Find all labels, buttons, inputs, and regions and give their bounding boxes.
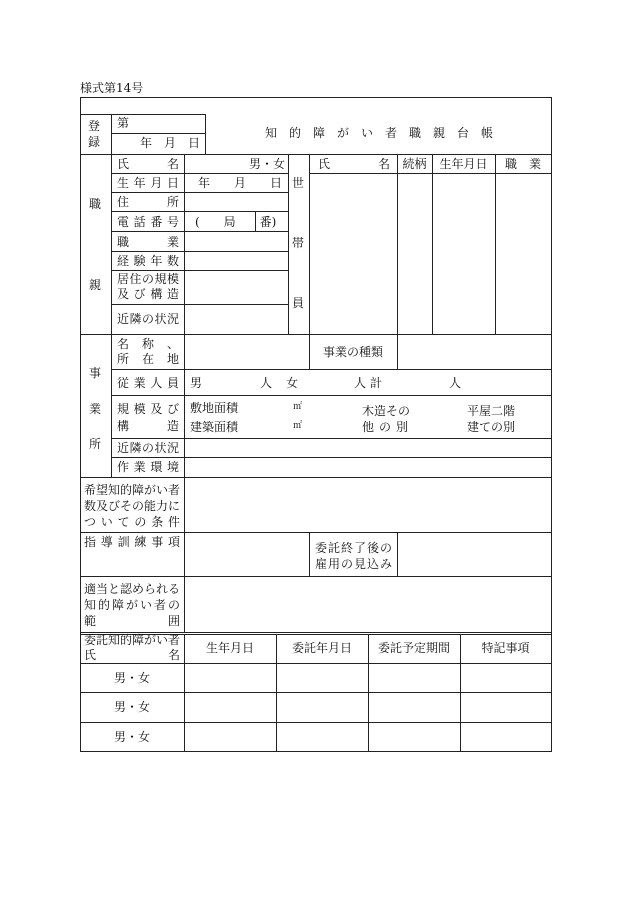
registration-number-prefix: 第: [117, 116, 130, 130]
site-area-unit: ㎡: [293, 402, 303, 412]
entrusted-col-notes: 特記事項: [481, 641, 530, 655]
page-title: 知 的 障 が い 者 職 親 台 帳: [264, 126, 493, 140]
label-phone: 電話番号: [117, 215, 179, 229]
label-neighborhood: 近隣の状況: [117, 312, 179, 326]
employees-female: 女: [286, 376, 299, 390]
household-header-relation: 続柄: [402, 157, 427, 171]
label-business-location: 所 在 地: [117, 352, 179, 366]
label-address: 住 所: [117, 195, 179, 209]
other-label: 他の別: [362, 420, 408, 434]
label-employees: 従業人員: [117, 376, 179, 390]
conditions-line-2: 数及びその能力に: [84, 499, 181, 513]
section-label-shokushin-2: 親: [89, 278, 102, 292]
wooden-label: 木造その: [362, 404, 411, 418]
floors-label-2: 建ての別: [467, 420, 516, 434]
entrusted-col-entrust-date: 委託年月日: [291, 641, 352, 655]
guidance-label: 指導訓練事項: [84, 535, 180, 549]
range-line-3: 範 囲: [84, 614, 180, 628]
building-area-unit: ㎡: [293, 421, 303, 431]
label-experience: 経験年数: [117, 254, 179, 268]
registration-date: 年 月 日: [140, 136, 201, 150]
household-label-1: 世: [292, 176, 305, 190]
label-name: 氏 名: [117, 157, 179, 171]
entrusted-row-1-gender: 男・女: [113, 671, 150, 685]
conditions-line-1: 希望知的障がい者: [84, 483, 181, 497]
range-line-1: 適当と認められる: [84, 582, 181, 596]
household-header-name: 氏 名: [318, 157, 390, 171]
registration-label: 登録: [88, 119, 101, 149]
entrusted-header-2: 氏 名: [84, 648, 180, 662]
household-label-3: 員: [292, 296, 305, 310]
employment-prospect-1: 委託終了後の: [315, 541, 392, 555]
label-business-neighborhood: 近隣の状況: [117, 441, 179, 455]
employees-total: 計: [370, 376, 383, 390]
label-structure: 構 造: [117, 419, 179, 433]
conditions-line-3: ついての条件: [84, 515, 180, 529]
entrusted-col-birthdate: 生年月日: [205, 641, 254, 655]
household-label-2: 帯: [292, 236, 305, 250]
household-header-occupation: 職 業: [504, 157, 541, 171]
entrusted-header-1: 委託知的障がい者: [84, 633, 181, 647]
label-occupation: 職 業: [117, 235, 179, 249]
section-label-business-3: 所: [89, 437, 102, 451]
employees-male: 男: [190, 376, 203, 390]
label-birthdate: 生年月日: [117, 176, 179, 190]
entrusted-col-period: 委託予定期間: [377, 641, 450, 655]
range-line-2: 知的障がい者の: [84, 598, 180, 612]
gender-choice: 男・女: [249, 157, 286, 171]
household-header-birthdate: 生年月日: [439, 157, 488, 171]
site-area-label: 敷地面積: [190, 401, 239, 415]
entrusted-row-3-gender: 男・女: [113, 730, 150, 744]
label-residence-scale: 居住の規模: [117, 272, 179, 286]
form-number: 様式第14号: [80, 81, 144, 95]
section-label-shokushin-1: 職: [89, 197, 102, 211]
employees-unit-1: 人: [260, 376, 273, 390]
employees-unit-2: 人: [354, 376, 367, 390]
label-residence-structure: 及び構造: [117, 287, 179, 301]
phone-paren: ( 局 番): [195, 215, 277, 229]
employees-unit-3: 人: [449, 376, 462, 390]
entrusted-row-2-gender: 男・女: [113, 700, 150, 714]
employment-prospect-2: 雇用の見込み: [315, 557, 392, 571]
section-label-business-2: 業: [89, 402, 102, 416]
label-business-type: 事業の種類: [322, 345, 383, 359]
birthdate-value: 年 月 日: [198, 176, 283, 190]
label-work-environment: 作業環境: [117, 460, 179, 474]
label-business-name: 名 称 、: [117, 337, 179, 351]
building-area-label: 建築面積: [190, 420, 239, 434]
floors-label-1: 平屋二階: [467, 404, 516, 418]
label-scale: 規模及び: [117, 402, 179, 416]
section-label-business-1: 事: [89, 366, 102, 380]
